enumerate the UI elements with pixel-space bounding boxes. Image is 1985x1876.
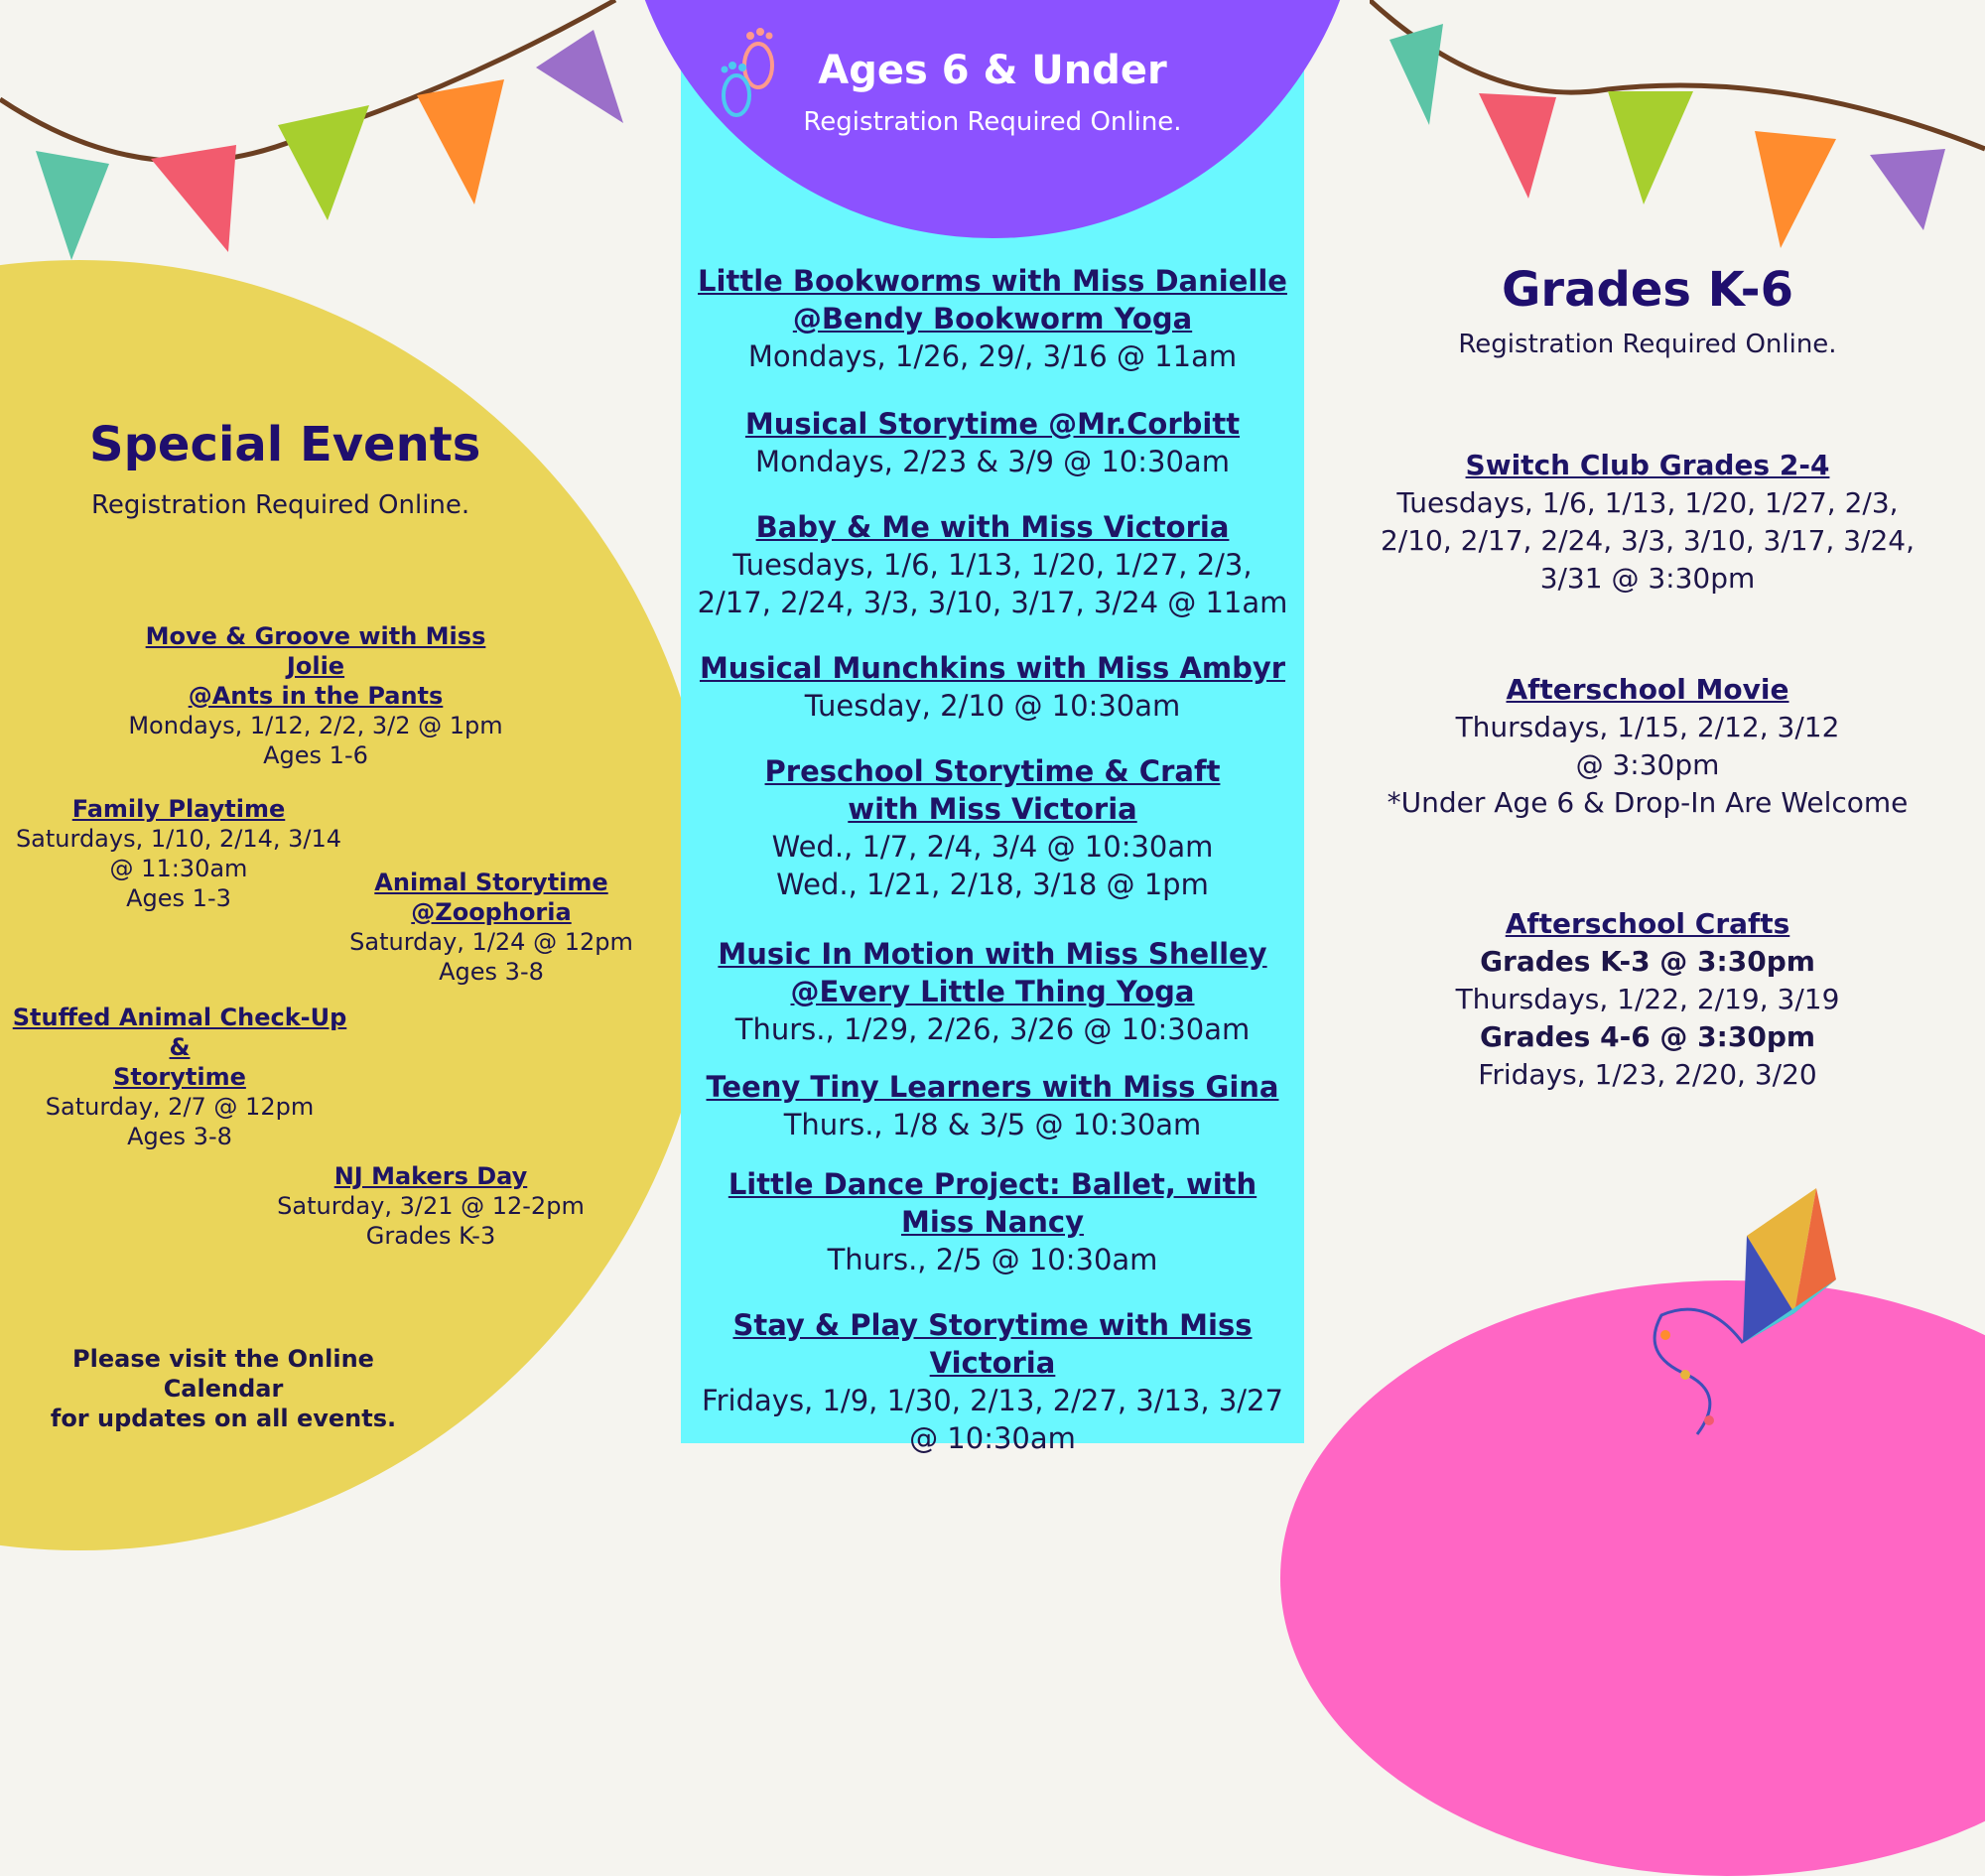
event-title[interactable]: Stay & Play Storytime with Miss Victoria (732, 1308, 1253, 1380)
event-details: Thursdays, 1/15, 2/12, 3/12 (1455, 711, 1840, 743)
grades-event (1360, 905, 1935, 1094)
event-details: Tuesdays, 1/6, 1/13, 1/20, 1/27, 2/3, (732, 548, 1253, 582)
event-details: Fridays, 1/23, 2/20, 3/20 (1478, 1058, 1817, 1091)
event-details: Tuesday, 2/10 @ 10:30am (804, 689, 1181, 723)
event-details: Ages 3-8 (127, 1123, 232, 1150)
event-details: Thursdays, 1/22, 2/19, 3/19 (1455, 983, 1840, 1015)
event-title[interactable]: Teeny Tiny Learners with Miss Gina (706, 1070, 1279, 1104)
event-details: Thurs., 2/5 @ 10:30am (827, 1243, 1158, 1276)
grades-subtitle: Registration Required Online. (1458, 330, 1837, 359)
kite-icon (1648, 1186, 1846, 1444)
event-details: @ 11:30am (109, 855, 248, 882)
event-details: Grades K-3 @ 3:30pm (1480, 945, 1815, 978)
event-title[interactable]: Little Dance Project: Ballet, with (728, 1167, 1257, 1201)
special-event (0, 1003, 359, 1151)
event-details: 2/10, 2/17, 2/24, 3/3, 3/10, 3/17, 3/24, (1380, 524, 1916, 557)
event-title[interactable]: Afterschool Crafts (1505, 907, 1790, 940)
bunting-flags-icon (1370, 0, 1985, 258)
special-subtitle: Registration Required Online. (91, 490, 470, 520)
event-details: Saturday, 1/24 @ 12pm (349, 928, 633, 956)
event-title[interactable]: Little Bookworms with Miss Danielle (698, 264, 1287, 298)
event-title[interactable]: Baby & Me with Miss Victoria (755, 510, 1230, 544)
event-title[interactable]: Animal Storytime (374, 869, 608, 896)
event-title[interactable]: @Every Little Thing Yoga (790, 975, 1195, 1008)
event-title[interactable]: NJ Makers Day (333, 1162, 528, 1190)
event-details: Ages 3-8 (439, 958, 544, 986)
event-title[interactable]: Music In Motion with Miss Shelley (718, 937, 1267, 971)
event-details: Mondays, 2/23 & 3/9 @ 10:30am (755, 445, 1230, 478)
special-event (127, 621, 504, 770)
ages-event (691, 262, 1294, 375)
ages-event (691, 752, 1294, 903)
event-title[interactable]: Preschool Storytime & Craft (764, 754, 1221, 788)
ages-event (691, 1165, 1294, 1278)
ages-event (691, 405, 1294, 480)
event-details: 3/31 @ 3:30pm (1539, 562, 1756, 595)
event-details: @ 3:30pm (1575, 748, 1720, 781)
event-details: Ages 1-6 (263, 741, 368, 769)
ages-event (691, 1068, 1294, 1143)
ages-event (691, 508, 1294, 621)
event-details: 2/17, 2/24, 3/3, 3/10, 3/17, 3/24 @ 11am (697, 586, 1288, 619)
special-event (10, 794, 347, 913)
event-title[interactable]: @Ants in the Pants (188, 682, 444, 710)
event-title[interactable]: Switch Club Grades 2-4 (1465, 449, 1830, 481)
ages-header (780, 48, 1205, 137)
event-title[interactable]: Musical Storytime @Mr.Corbitt (744, 407, 1241, 441)
grades-event (1360, 447, 1935, 598)
event-details: Tuesdays, 1/6, 1/13, 1/20, 1/27, 2/3, (1396, 486, 1899, 519)
event-details: Saturday, 2/7 @ 12pm (45, 1093, 315, 1121)
ages-event (691, 649, 1294, 725)
ages-subtitle: Registration Required Online. (803, 107, 1182, 137)
event-details: @ 10:30am (909, 1421, 1076, 1455)
special-footer-note (20, 1344, 427, 1433)
event-details: *Under Age 6 & Drop-In Are Welcome (1387, 786, 1909, 819)
event-details: Thurs., 1/8 & 3/5 @ 10:30am (783, 1108, 1202, 1141)
event-details: Saturdays, 1/10, 2/14, 3/14 (15, 825, 342, 853)
grades-event (1360, 671, 1935, 822)
event-details: Fridays, 1/9, 1/30, 2/13, 2/27, 3/13, 3/27 (702, 1384, 1283, 1417)
ages-event-list (691, 262, 1294, 1457)
event-title[interactable]: Family Playtime (71, 795, 286, 823)
event-title[interactable]: Musical Munchkins with Miss Ambyr (699, 651, 1286, 685)
footer-line: for updates on all events. (50, 1405, 397, 1432)
special-event (258, 1161, 603, 1251)
event-title[interactable]: Storytime (113, 1063, 246, 1091)
pink-circle-background (1280, 1280, 1985, 1876)
event-details: Grades K-3 (365, 1222, 496, 1250)
special-event (337, 868, 645, 987)
event-details: Ages 1-3 (126, 884, 231, 912)
event-details: Mondays, 1/12, 2/2, 3/2 @ 1pm (128, 712, 503, 739)
event-title[interactable]: Move & Groove with Miss Jolie (145, 622, 486, 680)
event-details: Thurs., 1/29, 2/26, 3/26 @ 10:30am (734, 1012, 1251, 1046)
event-details: Wed., 1/21, 2/18, 3/18 @ 1pm (776, 868, 1209, 901)
bunting-flags-icon (0, 0, 635, 278)
footer-line: Please visit the Online Calendar (72, 1345, 374, 1403)
event-details: Mondays, 1/26, 29/, 3/16 @ 11am (747, 339, 1238, 373)
event-details: Saturday, 3/21 @ 12-2pm (277, 1192, 585, 1220)
event-title[interactable]: @Bendy Bookworm Yoga (792, 302, 1193, 335)
event-title[interactable]: with Miss Victoria (848, 792, 1137, 826)
ages-title: Ages 6 & Under (818, 48, 1167, 93)
footprints-icon (713, 26, 782, 121)
event-details: Wed., 1/7, 2/4, 3/4 @ 10:30am (771, 830, 1214, 864)
ages-event (691, 1306, 1294, 1457)
event-details: Grades 4-6 @ 3:30pm (1479, 1020, 1816, 1053)
event-title[interactable]: Miss Nancy (901, 1205, 1084, 1239)
event-title[interactable]: Stuffed Animal Check-Up & (12, 1004, 347, 1061)
ages-event (691, 935, 1294, 1048)
special-title: Special Events (89, 417, 481, 472)
grades-title: Grades K-6 (1502, 262, 1793, 318)
event-title[interactable]: @Zoophoria (411, 898, 572, 926)
event-title[interactable]: Afterschool Movie (1506, 673, 1789, 706)
